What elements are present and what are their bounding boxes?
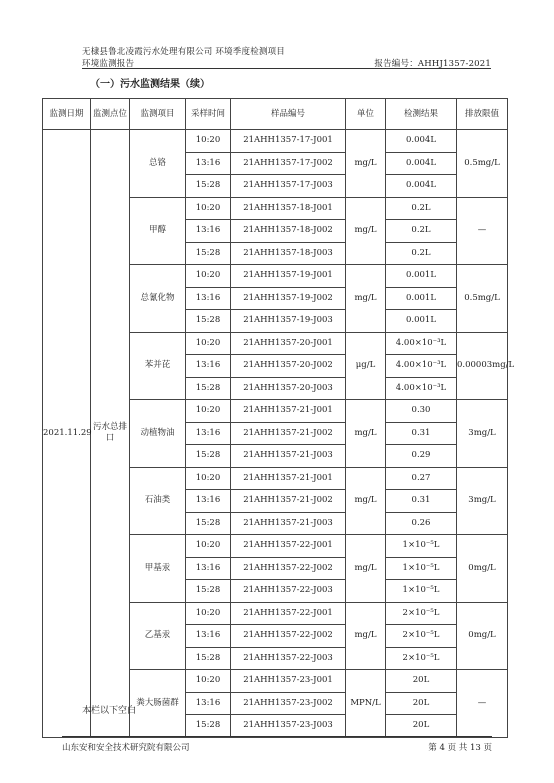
- sample-id: 21AHH1357-22-J003: [231, 580, 346, 603]
- sample-id: 21AHH1357-19-J003: [231, 310, 346, 333]
- test-result: 0.26: [386, 512, 457, 535]
- sample-id: 21AHH1357-21-J001: [231, 400, 346, 423]
- sampling-time: 13:16: [186, 152, 231, 175]
- emission-limit: 0.5mg/L: [457, 130, 508, 198]
- sampling-time: 15:28: [186, 175, 231, 198]
- sampling-time: 15:28: [186, 647, 231, 670]
- sample-id: 21AHH1357-22-J002: [231, 625, 346, 648]
- blank-below-note: 本栏以下空白: [82, 706, 137, 716]
- sample-id: 21AHH1357-22-J003: [231, 647, 346, 670]
- table-row: [43, 130, 508, 153]
- sample-id: 21AHH1357-18-J003: [231, 242, 346, 265]
- test-result: 0.001L: [386, 287, 457, 310]
- footer-divider: [62, 736, 492, 737]
- column-header: 采样时间: [186, 99, 231, 130]
- test-result: 4.00×10⁻³L: [386, 332, 457, 355]
- monitoring-item: 苯并芘: [130, 332, 186, 400]
- test-result: 2×10⁻⁵L: [386, 625, 457, 648]
- sampling-time: 15:28: [186, 242, 231, 265]
- sampling-time: 13:16: [186, 287, 231, 310]
- monitoring-item: 总铬: [130, 130, 186, 198]
- sampling-time: 15:28: [186, 445, 231, 468]
- report-number: 报告编号：AHHJ1357-2021: [374, 59, 491, 69]
- monitoring-item: 甲醇: [130, 197, 186, 265]
- emission-limit: 0.5mg/L: [457, 265, 508, 333]
- sampling-time: 10:20: [186, 602, 231, 625]
- sampling-time: 13:16: [186, 220, 231, 243]
- unit: mg/L: [346, 602, 386, 670]
- sampling-time: 10:20: [186, 670, 231, 693]
- monitoring-item: 甲基汞: [130, 535, 186, 603]
- emission-limit: 0mg/L: [457, 602, 508, 670]
- sample-id: 21AHH1357-17-J002: [231, 152, 346, 175]
- sample-id: 21AHH1357-22-J002: [231, 557, 346, 580]
- footer-organization: 山东安和安全技术研究院有限公司: [62, 743, 190, 753]
- sample-id: 21AHH1357-21-J001: [231, 467, 346, 490]
- results-table: [42, 98, 515, 738]
- sampling-time: 10:20: [186, 467, 231, 490]
- test-result: 20L: [386, 670, 457, 693]
- test-result: 0.29: [386, 445, 457, 468]
- sampling-time: 10:20: [186, 265, 231, 288]
- sampling-time: 15:28: [186, 715, 231, 738]
- emission-limit: 0.00003mg/L: [457, 332, 508, 400]
- sampling-time: 10:20: [186, 332, 231, 355]
- column-header: 检测结果: [386, 99, 457, 130]
- column-header: 样品编号: [231, 99, 346, 130]
- unit: mg/L: [346, 535, 386, 603]
- test-result: 0.31: [386, 490, 457, 513]
- test-result: 0.001L: [386, 310, 457, 333]
- unit: mg/L: [346, 400, 386, 468]
- sampling-time: 13:16: [186, 355, 231, 378]
- test-result: 2×10⁻⁵L: [386, 602, 457, 625]
- emission-limit: —: [457, 197, 508, 265]
- emission-limit: 3mg/L: [457, 400, 508, 468]
- sampling-time: 13:16: [186, 557, 231, 580]
- column-header: 排放限值: [457, 99, 508, 130]
- test-result: 0.001L: [386, 265, 457, 288]
- column-header: 监测项目: [130, 99, 186, 130]
- sampling-time: 15:28: [186, 377, 231, 400]
- sampling-time: 13:16: [186, 625, 231, 648]
- sample-id: 21AHH1357-19-J002: [231, 287, 346, 310]
- test-result: 1×10⁻⁵L: [386, 557, 457, 580]
- test-result: 4.00×10⁻³L: [386, 355, 457, 378]
- test-result: 0.2L: [386, 242, 457, 265]
- sampling-time: 10:20: [186, 400, 231, 423]
- sample-id: 21AHH1357-20-J002: [231, 355, 346, 378]
- monitoring-item: 石油类: [130, 467, 186, 535]
- sample-id: 21AHH1357-18-J001: [231, 197, 346, 220]
- test-result: 0.31: [386, 422, 457, 445]
- test-result: 0.30: [386, 400, 457, 423]
- test-result: 0.004L: [386, 130, 457, 153]
- unit: mg/L: [346, 130, 386, 198]
- sampling-time: 15:28: [186, 512, 231, 535]
- unit: mg/L: [346, 467, 386, 535]
- sample-id: 21AHH1357-20-J003: [231, 377, 346, 400]
- sample-id: 21AHH1357-21-J003: [231, 445, 346, 468]
- table-header-row: [43, 99, 508, 130]
- sampling-time: 13:16: [186, 692, 231, 715]
- test-result: 0.2L: [386, 220, 457, 243]
- sampling-time: 15:28: [186, 580, 231, 603]
- unit: μg/L: [346, 332, 386, 400]
- test-result: 0.27: [386, 467, 457, 490]
- test-result: 20L: [386, 692, 457, 715]
- sample-id: 21AHH1357-23-J002: [231, 692, 346, 715]
- test-result: 0.2L: [386, 197, 457, 220]
- unit: MPN/L: [346, 670, 386, 738]
- sample-id: 21AHH1357-22-J001: [231, 602, 346, 625]
- monitoring-item: 粪大肠菌群: [130, 670, 186, 738]
- sample-id: 21AHH1357-19-J001: [231, 265, 346, 288]
- sampling-time: 10:20: [186, 197, 231, 220]
- test-result: 4.00×10⁻³L: [386, 377, 457, 400]
- sample-id: 21AHH1357-21-J002: [231, 490, 346, 513]
- sample-id: 21AHH1357-17-J003: [231, 175, 346, 198]
- sample-id: 21AHH1357-17-J001: [231, 130, 346, 153]
- emission-limit: 3mg/L: [457, 467, 508, 535]
- sample-id: 21AHH1357-21-J002: [231, 422, 346, 445]
- sample-id: 21AHH1357-21-J003: [231, 512, 346, 535]
- monitoring-date: 2021.11.29: [43, 130, 91, 738]
- sample-id: 21AHH1357-20-J001: [231, 332, 346, 355]
- sample-id: 21AHH1357-18-J002: [231, 220, 346, 243]
- column-header: 单位: [346, 99, 386, 130]
- sampling-time: 13:16: [186, 422, 231, 445]
- sample-id: 21AHH1357-22-J001: [231, 535, 346, 558]
- test-result: 20L: [386, 715, 457, 738]
- sample-id: 21AHH1357-23-J003: [231, 715, 346, 738]
- monitoring-item: 乙基汞: [130, 602, 186, 670]
- footer-page-number: 第 4 页 共 13 页: [428, 743, 492, 753]
- test-result: 1×10⁻⁵L: [386, 535, 457, 558]
- test-result: 0.004L: [386, 152, 457, 175]
- test-result: 2×10⁻⁵L: [386, 647, 457, 670]
- section-title: （一）污水监测结果（续）: [90, 79, 210, 90]
- monitoring-item: 总氰化物: [130, 265, 186, 333]
- column-header: 监测日期: [43, 99, 91, 130]
- monitoring-item: 动植物油: [130, 400, 186, 468]
- sampling-time: 10:20: [186, 130, 231, 153]
- emission-limit: —: [457, 670, 508, 738]
- table-body: [43, 130, 515, 738]
- emission-limit: 0mg/L: [457, 535, 508, 603]
- sampling-time: 13:16: [186, 490, 231, 513]
- unit: mg/L: [346, 197, 386, 265]
- report-header-title: 无棣县鲁北凌霞污水处理有限公司 环境季度检测项目: [82, 47, 286, 57]
- unit: mg/L: [346, 265, 386, 333]
- report-header-subtitle: 环境监测报告: [82, 59, 135, 69]
- sample-id: 21AHH1357-23-J001: [231, 670, 346, 693]
- monitoring-site: 污水总排口: [91, 130, 130, 738]
- column-header: 监测点位: [91, 99, 130, 130]
- sampling-time: 15:28: [186, 310, 231, 333]
- test-result: 0.004L: [386, 175, 457, 198]
- header-divider: [82, 68, 491, 69]
- test-result: 1×10⁻⁵L: [386, 580, 457, 603]
- sampling-time: 10:20: [186, 535, 231, 558]
